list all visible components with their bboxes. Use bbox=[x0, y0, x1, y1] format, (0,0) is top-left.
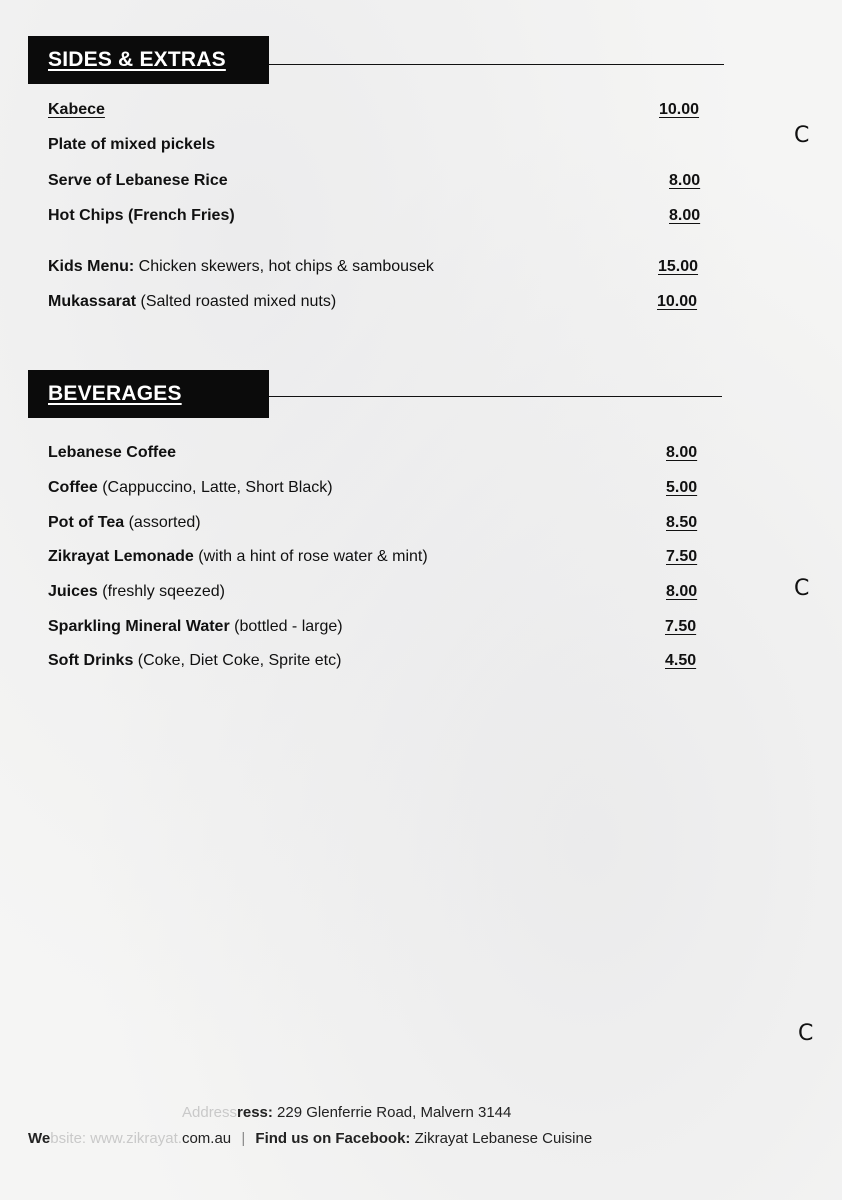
item-price: 4.50 bbox=[665, 652, 697, 669]
item-price: 8.00 bbox=[666, 444, 698, 461]
item-description: (freshly sqeezed) bbox=[97, 583, 225, 600]
address-label-faded: Address bbox=[182, 1104, 238, 1121]
address-value: 229 Glenferrie Road, Malvern 3144 bbox=[272, 1104, 512, 1121]
menu-item bbox=[48, 545, 708, 569]
menu-item bbox=[48, 511, 708, 535]
item-name: Plate of mixed pickels bbox=[48, 136, 216, 153]
item-price: 10.00 bbox=[657, 293, 698, 310]
menu-item bbox=[48, 169, 708, 193]
item-price: 8.50 bbox=[666, 514, 698, 531]
menu-item bbox=[48, 580, 708, 604]
binder-hole-mark: C bbox=[798, 1021, 814, 1046]
item-price: 15.00 bbox=[658, 258, 699, 275]
beverages-section-header bbox=[28, 370, 269, 418]
item-price: 7.50 bbox=[665, 618, 697, 635]
item-description: (assorted) bbox=[124, 514, 201, 531]
footer-separator: | bbox=[241, 1130, 246, 1147]
menu-item bbox=[48, 204, 708, 228]
facebook-label: Find us on Facebook: bbox=[255, 1130, 411, 1147]
item-price: 8.00 bbox=[666, 583, 698, 600]
menu-item bbox=[48, 290, 708, 314]
facebook-value: Zikrayat Lebanese Cuisine bbox=[410, 1130, 593, 1147]
beverages-section-rule bbox=[269, 396, 722, 397]
sides-section-title: SIDES & EXTRAS bbox=[48, 48, 226, 71]
item-description: Chicken skewers, hot chips & sambousek bbox=[134, 258, 434, 275]
beverages-section-title: BEVERAGES bbox=[48, 382, 182, 405]
item-name: Zikrayat Lemonade bbox=[48, 548, 194, 565]
item-name: Serve of Lebanese Rice bbox=[48, 172, 228, 189]
item-name: Hot Chips (French Fries) bbox=[48, 207, 235, 224]
item-name: Pot of Tea bbox=[48, 514, 125, 531]
item-price: 5.00 bbox=[666, 479, 698, 496]
item-price: 8.00 bbox=[669, 172, 701, 189]
item-name: Soft Drinks bbox=[48, 652, 134, 669]
item-description: (with a hint of rose water & mint) bbox=[193, 548, 428, 565]
item-description: (Coke, Diet Coke, Sprite etc) bbox=[133, 652, 342, 669]
footer-contact bbox=[28, 1130, 592, 1147]
sides-section-header bbox=[28, 36, 269, 84]
website-value: com.au bbox=[181, 1130, 232, 1147]
binder-hole-mark: C bbox=[794, 576, 810, 601]
item-price: 7.50 bbox=[666, 548, 698, 565]
website-label: We bbox=[28, 1130, 51, 1147]
item-price: 8.00 bbox=[669, 207, 701, 224]
item-description: (Salted roasted mixed nuts) bbox=[136, 293, 337, 310]
item-price: 10.00 bbox=[659, 101, 700, 118]
item-name: Kabece bbox=[48, 101, 105, 118]
address-label: ress: bbox=[237, 1104, 273, 1121]
item-name: Coffee bbox=[48, 479, 98, 496]
menu-item bbox=[48, 255, 708, 279]
menu-item bbox=[48, 476, 708, 500]
binder-hole-mark: C bbox=[794, 123, 810, 148]
item-name: Sparkling Mineral Water bbox=[48, 618, 230, 635]
item-description: (bottled - large) bbox=[229, 618, 343, 635]
menu-item bbox=[48, 441, 708, 465]
menu-item bbox=[48, 649, 708, 673]
menu-item bbox=[48, 98, 708, 122]
website-faded: bsite: www.zikrayat. bbox=[50, 1130, 182, 1147]
sides-section-rule bbox=[269, 64, 724, 65]
item-name: Kids Menu: bbox=[48, 258, 135, 275]
item-description: (Cappuccino, Latte, Short Black) bbox=[97, 479, 333, 496]
footer-address bbox=[182, 1104, 511, 1121]
menu-item bbox=[48, 133, 708, 157]
menu-item bbox=[48, 615, 708, 639]
item-name: Lebanese Coffee bbox=[48, 444, 177, 461]
item-name: Mukassarat bbox=[48, 293, 137, 310]
item-name: Juices bbox=[48, 583, 98, 600]
